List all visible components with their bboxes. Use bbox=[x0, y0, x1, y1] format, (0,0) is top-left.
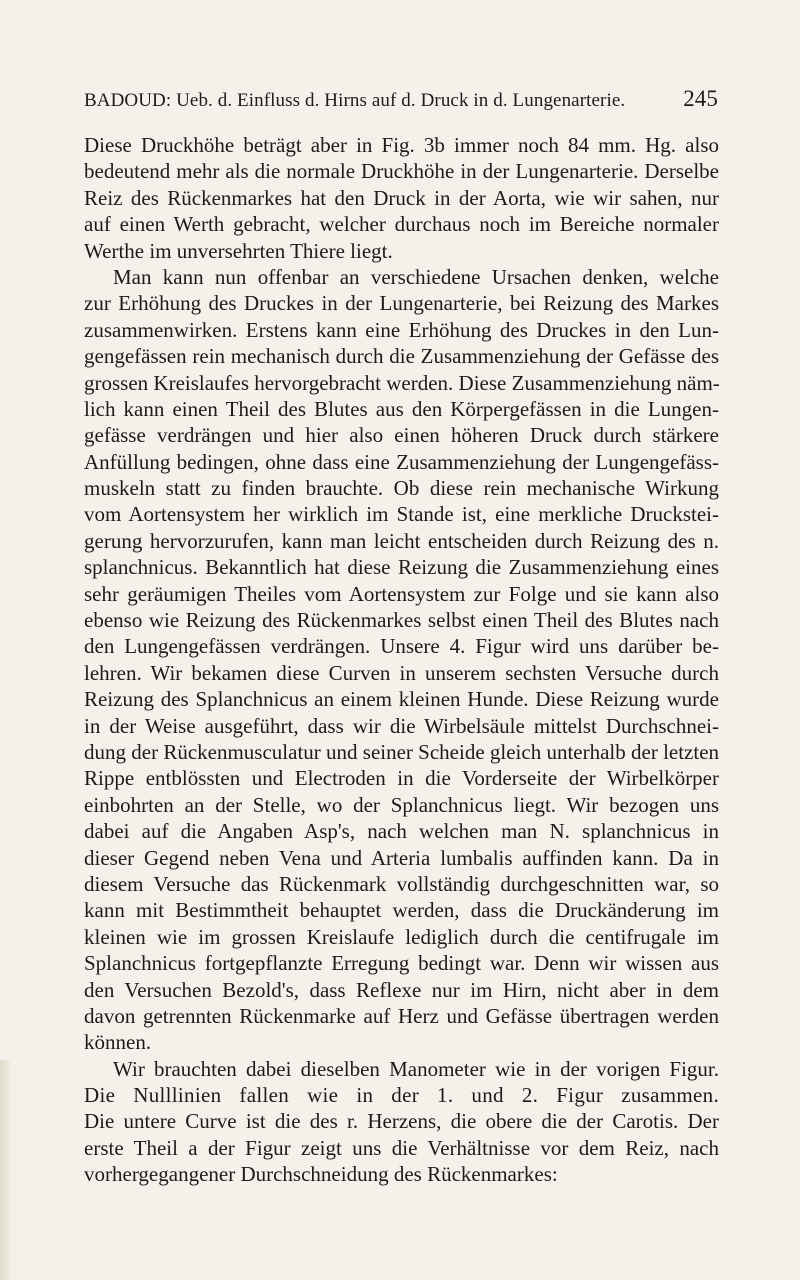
text-line: gerung hervorzurufen, kann man leicht entscheiden durch Reizung des n. bbox=[84, 528, 719, 553]
text-line: Anfüllung bedingen, ohne dass eine Zusammenziehung der Lungengefäss- bbox=[84, 449, 719, 474]
text-line: zur Erhöhung des Druckes in der Lungenarterie, bei Reizung des Markes bbox=[84, 291, 719, 316]
text-line: dieser Gegend neben Vena und Arteria lumbalis auffinden kann. Da in bbox=[84, 845, 719, 870]
running-title: BADOUD: Ueb. d. Einfluss d. Hirns auf d. Druck in d. Lungenarterie. bbox=[84, 90, 626, 111]
text-line: vom Aortensystem her wirklich im Stande ist, eine merkliche Druckstei- bbox=[84, 502, 719, 527]
page-number: 245 bbox=[683, 86, 718, 111]
text-line: Werthe im unversehrten Thiere liegt. bbox=[84, 238, 393, 263]
text-line: muskeln statt zu finden brauchte. Ob diese rein mechanische Wirkung bbox=[84, 476, 719, 501]
text-line: Rippe entblössten und Electroden in die Vorderseite der Wirbelkörper bbox=[84, 766, 719, 791]
text-line: gengefässen rein mechanisch durch die Zusammenziehung der Gefässe des bbox=[84, 344, 719, 369]
text-line: Diese Druckhöhe beträgt aber in Fig. 3b immer noch 84 mm. Hg. also bbox=[84, 133, 719, 157]
text-line: vorhergegangener Durchschneidung des Rückenmarkes: bbox=[84, 1162, 558, 1187]
text-line: können. bbox=[84, 1030, 152, 1055]
text-line: kann mit Bestimmtheit behauptet werden, dass die Druckänderung im bbox=[84, 898, 719, 923]
paper-edge-shadow bbox=[0, 1060, 12, 1280]
text-line: Die Nulllinien fallen wie in der 1. und 2. Figur zusammen. bbox=[84, 1083, 719, 1108]
text-line: davon getrennten Rückenmarke auf Herz und Gefässe übertragen werden bbox=[84, 1003, 719, 1028]
text-line: Reiz des Rückenmarkes hat den Druck in der Aorta, wie wir sahen, nur bbox=[84, 185, 719, 210]
text-line: dung der Rückenmusculatur und seiner Scheide gleich unterhalb der letzten bbox=[84, 739, 720, 764]
text-line: auf einen Werth gebracht, welcher durchaus noch im Bereiche normaler bbox=[84, 212, 719, 237]
text-line: bedeutend mehr als die normale Druckhöhe in der Lungenarterie. Derselbe bbox=[84, 159, 719, 184]
text-line: erste Theil a der Figur zeigt uns die Verhältnisse vor dem Reiz, nach bbox=[84, 1135, 719, 1160]
text-line: gefässe verdrängen und hier also einen höheren Druck durch stärkere bbox=[84, 423, 719, 448]
text-line: zusammenwirken. Erstens kann eine Erhöhung des Druckes in den Lun- bbox=[84, 317, 719, 342]
text-line: ebenso wie Reizung des Rückenmarkes selbst einen Theil des Blutes nach bbox=[84, 608, 719, 633]
text-line: in der Weise ausgeführt, dass wir die Wirbelsäule mittelst Durchschnei- bbox=[84, 713, 719, 738]
text-line: Man kann nun offenbar an verschiedene Ursachen denken, welche bbox=[113, 264, 719, 289]
text-line: Reizung des Splanchnicus an einem kleinen Hunde. Diese Reizung wurde bbox=[84, 687, 719, 712]
text-line: Splanchnicus fortgepflanzte Erregung bedingt war. Denn wir wissen aus bbox=[84, 951, 719, 976]
text-line: splanchnicus. Bekanntlich hat diese Reizung die Zusammenziehung eines bbox=[84, 555, 719, 580]
text-line: kleinen wie im grossen Kreislaufe lediglich durch die centifrugale im bbox=[84, 924, 719, 949]
text-line: einbohrten an der Stelle, wo der Splanchnicus liegt. Wir bezogen uns bbox=[84, 792, 719, 817]
text-line: den Versuchen Bezold's, dass Reflexe nur im Hirn, nicht aber in dem bbox=[84, 977, 719, 1002]
text-line: lich kann einen Theil des Blutes aus den Körpergefässen in die Lungen- bbox=[84, 396, 719, 421]
text-line: Die untere Curve ist die des r. Herzens, die obere die der Carotis. Der bbox=[84, 1109, 719, 1134]
text-line: dabei auf die Angaben Asp's, nach welchen man N. splanchnicus in bbox=[84, 819, 719, 844]
text-line: den Lungengefässen verdrängen. Unsere 4. Figur wird uns darüber be- bbox=[84, 634, 719, 659]
running-header bbox=[84, 86, 718, 118]
text-line: sehr geräumigen Theiles vom Aortensystem zur Folge und sie kann also bbox=[84, 581, 719, 606]
text-line: Wir brauchten dabei dieselben Manometer wie in der vorigen Figur. bbox=[113, 1056, 719, 1081]
text-line: lehren. Wir bekamen diese Curven in unserem sechsten Versuche durch bbox=[84, 660, 719, 685]
text-line: diesem Versuche das Rückenmark vollständig durchgeschnitten war, so bbox=[84, 871, 719, 896]
text-line: grossen Kreislaufes hervorgebracht werden. Diese Zusammenziehung näm- bbox=[84, 370, 720, 395]
body-text bbox=[84, 132, 719, 1188]
